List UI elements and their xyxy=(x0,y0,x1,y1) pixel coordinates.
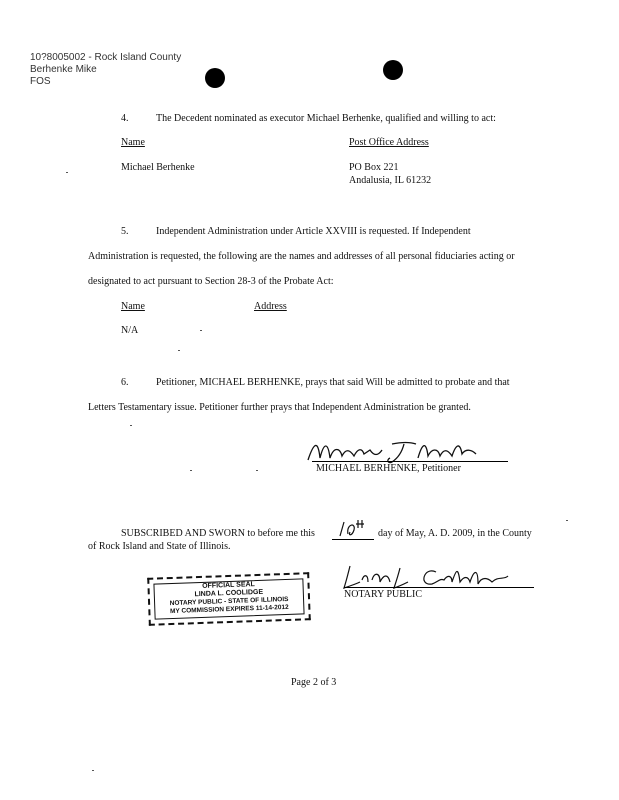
item-5-name-heading: Name xyxy=(121,301,145,312)
stamp-line-2: LINDA L. COOLIDGE xyxy=(194,588,264,599)
fiduciaries-value: N/A xyxy=(121,325,139,336)
executor-address-line-2: Andalusia, IL 61232 xyxy=(349,175,432,186)
notary-label: NOTARY PUBLIC xyxy=(344,589,423,600)
item-5-address-heading: Address xyxy=(254,301,287,312)
header-line-1: 10?8005002 - Rock Island County xyxy=(30,52,182,63)
item-5-number: 5. xyxy=(121,226,129,237)
svg-text:19th: 19th xyxy=(336,530,338,531)
item-5-line-3: designated to act pursuant to Section 28-3 of the Probate Act: xyxy=(88,276,334,287)
petitioner-label: MICHAEL BERHENKE, Petitioner xyxy=(316,463,461,474)
stamp-line-3: NOTARY PUBLIC - STATE OF ILLINOIS xyxy=(169,595,289,608)
page-number: Page 2 of 3 xyxy=(291,677,337,688)
stamp-line-4: MY COMMISSION EXPIRES 11-14-2012 xyxy=(169,603,289,616)
item-6-line-2: Letters Testamentary issue. Petitioner further prays that Independent Administration be granted. xyxy=(88,402,471,413)
scan-speck xyxy=(130,425,132,426)
header-line-3: FOS xyxy=(30,76,51,87)
scan-speck xyxy=(566,520,568,521)
official-seal-stamp xyxy=(147,572,311,626)
item-6-number: 6. xyxy=(121,377,129,388)
sworn-prefix: SUBSCRIBED AND SWORN to before me this xyxy=(121,528,315,539)
scan-speck xyxy=(66,172,68,173)
fax-header xyxy=(30,52,181,88)
sworn-day-handwritten xyxy=(334,518,374,538)
punch-hole-left xyxy=(205,68,225,88)
sworn-day-line xyxy=(332,539,374,540)
punch-hole-right xyxy=(383,60,403,80)
petitioner-signature-line xyxy=(312,461,508,462)
item-4-address-heading: Post Office Address xyxy=(349,137,429,148)
item-6-line-1: Petitioner, MICHAEL BERHENKE, prays that said Will be admitted to probate and that xyxy=(156,377,510,388)
item-4-text: The Decedent nominated as executor Michael Berhenke, qualified and willing to act: xyxy=(156,113,496,124)
scan-speck xyxy=(92,770,94,771)
item-5-line-2: Administration is requested, the following are the names and addresses of all personal fiduciaries acting or xyxy=(88,251,515,262)
stamp-line-1: OFFICIAL SEAL xyxy=(202,581,256,590)
item-5-line-1: Independent Administration under Article XXVIII is requested. If Independent xyxy=(156,226,471,237)
scan-speck xyxy=(190,470,192,471)
notary-signature-line xyxy=(344,587,534,588)
scan-speck xyxy=(178,350,180,351)
header-line-2: Berhenke Mike xyxy=(30,64,97,75)
sworn-suffix: day of May, A. D. 2009, in the County xyxy=(378,528,532,539)
sworn-line-2: of Rock Island and State of Illinois. xyxy=(88,541,231,552)
executor-name: Michael Berhenke xyxy=(121,162,195,173)
item-4-number: 4. xyxy=(121,113,129,124)
executor-address-line-1: PO Box 221 xyxy=(349,162,399,173)
scan-speck xyxy=(200,330,202,331)
item-4-name-heading: Name xyxy=(121,137,145,148)
scan-speck xyxy=(256,470,258,471)
